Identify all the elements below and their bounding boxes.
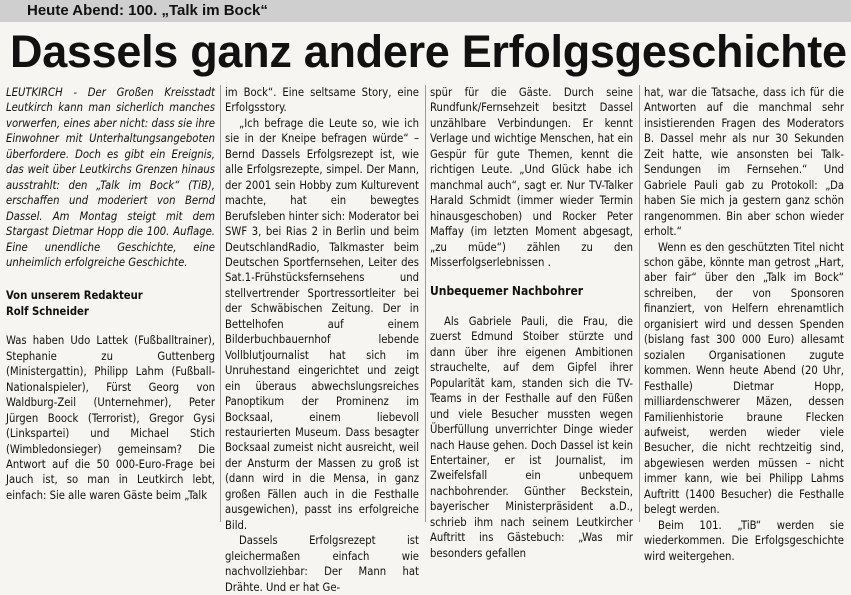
body-paragraph: Wenn es den geschützten Titel nicht schon gäbe, könnte man getrost „Hart, aber fair“ über den „Talk im Bock“ schreiben, der von Sponsoren finanziert, von Helfern ehrenamtlich organisiert wird und dessen Spenden (bislang fast 300 000 Euro) allesamt sozialen Organisationen zugute kommen. Wenn heute Abend (20 Uhr, Festhalle) Dietmar Hopp, milliardenschwerer Mäzen, dessen Familienhistorie braune Flecken aufweist, werden wieder viele Besucher, die nicht rechtzeitig sind, abgewiesen werden müssen – nicht immer kann, wie bei Philipp Lahms Auftritt (1400 Besucher) die Festhalle belegt werden.	[644, 240, 844, 517]
column-divider	[639, 85, 640, 522]
column-3	[430, 85, 633, 560]
body-paragraph: Was haben Udo Lattek (Fußballtrainer), Stephanie zu Guttenberg (Ministergattin), Philipp Lahm (Fußball-Nationalspieler), Fürst Georg von Waldburg-Zeil (Unternehmer), Peter Jürgen Boock (Terrorist), Gregor Gysi (Linkspartei) und Michael Stich (Wimbledonsieger) gemeinsam? Die Antwort auf die 50 000-Euro-Frage bei Jauch ist, so man in Leutkirch lebt, einfach: Sie alle waren Gäste beim „Talk	[6, 334, 215, 502]
lead-paragraph: LEUTKIRCH - Der Großen Kreisstadt Leutkirch kann man sicherlich manches vorwerfen, eines aber nicht: dass sie ihre Einwohner mit Unterhaltungsangeboten überfordere. Doch es gibt ein Ereignis, das weit über Leutkirchs Grenzen hinaus ausstrahlt: den „Talk im Bock“ (TiB), erschaffen und moderiert von Bernd Dassel. Am Montag steigt mit dem Stargast Dietmar Hopp die 100. Auflage. Eine unendliche Geschichte, eine unheimlich erfolgreiche Geschichte.	[6, 86, 215, 269]
column-2	[225, 85, 419, 594]
byline	[6, 288, 215, 319]
body-paragraph: hat, war die Tatsache, dass ich für die Antworten auf die manchmal sehr insistierenden Fragen des Moderators B. Dassel mehr als nur 30 Sekunden Zeit hatte, wie ansonsten bei Talk-Sendungen im Fernsehen.“ Und Gabriele Pauli gab zu Protokoll: „Da haben Sie mich ja gestern ganz schön rangenommen. Bin aber schon wieder erholt.“	[644, 86, 844, 239]
body-paragraph: „Ich befrage die Leute so, wie ich sie in der Kneipe befragen würde“ – Bernd Dassels Erfolgsrezept ist, wie alle Erfolgsrezepte, simpel. Der Mann, der 2001 sein Hobby zum Kulturevent machte, hat ein bewegtes Berufsleben hinter sich: Moderator bei SWF 3, bei Rias 2 in Berlin und beim DeutschlandRadio, Talkmaster beim Deutschen Sportfernsehen, Leiter des Sat.1-Frühstücksfernsehens und stellvertrender Sportressortleiter bei der Schwäbischen Zeitung. Der in Bettelhofen auf einem Bilderbuchbauernhof lebende Vollblutjournalist hat sich im Unruhestand eingerichtet und zeigt ein überaus abwechslungsreiches Panoptikum der Prominenz im Bocksaal, einem liebevoll restaurierten Museum. Dass besagter Bocksaal zumeist nicht ausreicht, weil der Ansturm der Massen zu groß ist (dann wird in die Mensa, in ganz großen Fällen auch in die Festhalle ausgewichen), passt ins erfolgreiche Bild.	[225, 116, 419, 532]
body-paragraph: Als Gabriele Pauli, die Frau, die zuerst Edmund Stoiber stürzte und dann über ihre eigenen Ambitionen strauchelte, auf dem Gipfel ihrer Popularität kam, standen sich die TV-Teams in der Festhalle auf den Füßen und viele Besucher mussten wegen Überfüllung unverrichter Dinge wieder nach Hause gehen. Doch Dassel ist kein Entertainer, er ist Journalist, im Zweifelsfall ein unbequem nachbohrender. Günther Beckstein, bayerischer Ministerpräsident a.D., schrieb ihm nach seinem Leutkircher Auftritt ins Gästebuch: „Was mir besonders gefallen	[430, 314, 633, 560]
column-1	[6, 85, 215, 522]
body-paragraph: spür für die Gäste. Durch seine Rundfunk/Fernsehzeit besitzt Dassel unzählbare Verbindungen. Er kennt Verlage und wichtige Menschen, hat ein Gespür für gute Themen, kennt die richtigen Leute. „Und Glück habe ich manchmal auch“, sagt er. Nur TV-Talker Harald Schmidt (immer wieder Termin hinausgeschoben) und Rocker Peter Maffay (im letzten Moment abgesagt, „zu müde“) zählen zu den Misserfolgserlebnissen .	[430, 86, 633, 269]
headline: Dassels ganz andere Erfolgsgeschichte	[10, 26, 847, 77]
kicker: Heute Abend: 100. „Talk im Bock“	[27, 2, 268, 19]
column-divider	[220, 85, 221, 522]
body-paragraph: Beim 101. „TiB“ werden sie wiederkommen. Die Erfolgsgeschichte wird weitergehen.	[644, 518, 844, 563]
body-paragraph: Dassels Erfolgsrezept ist gleichermaßen einfach wie nachvollziehbar: Der Mann hat Drähte. Und er hat Ge-	[225, 534, 419, 594]
body-paragraph: im Bock“. Eine seltsame Story, eine Erfolgsstory.	[225, 86, 419, 115]
subheading: Unbequemer Nachbohrer	[430, 284, 584, 299]
column-4	[644, 85, 844, 563]
byline-role: Von unserem Redakteur	[6, 289, 143, 303]
column-divider	[425, 85, 426, 522]
byline-author: Rolf Schneider	[6, 304, 89, 318]
